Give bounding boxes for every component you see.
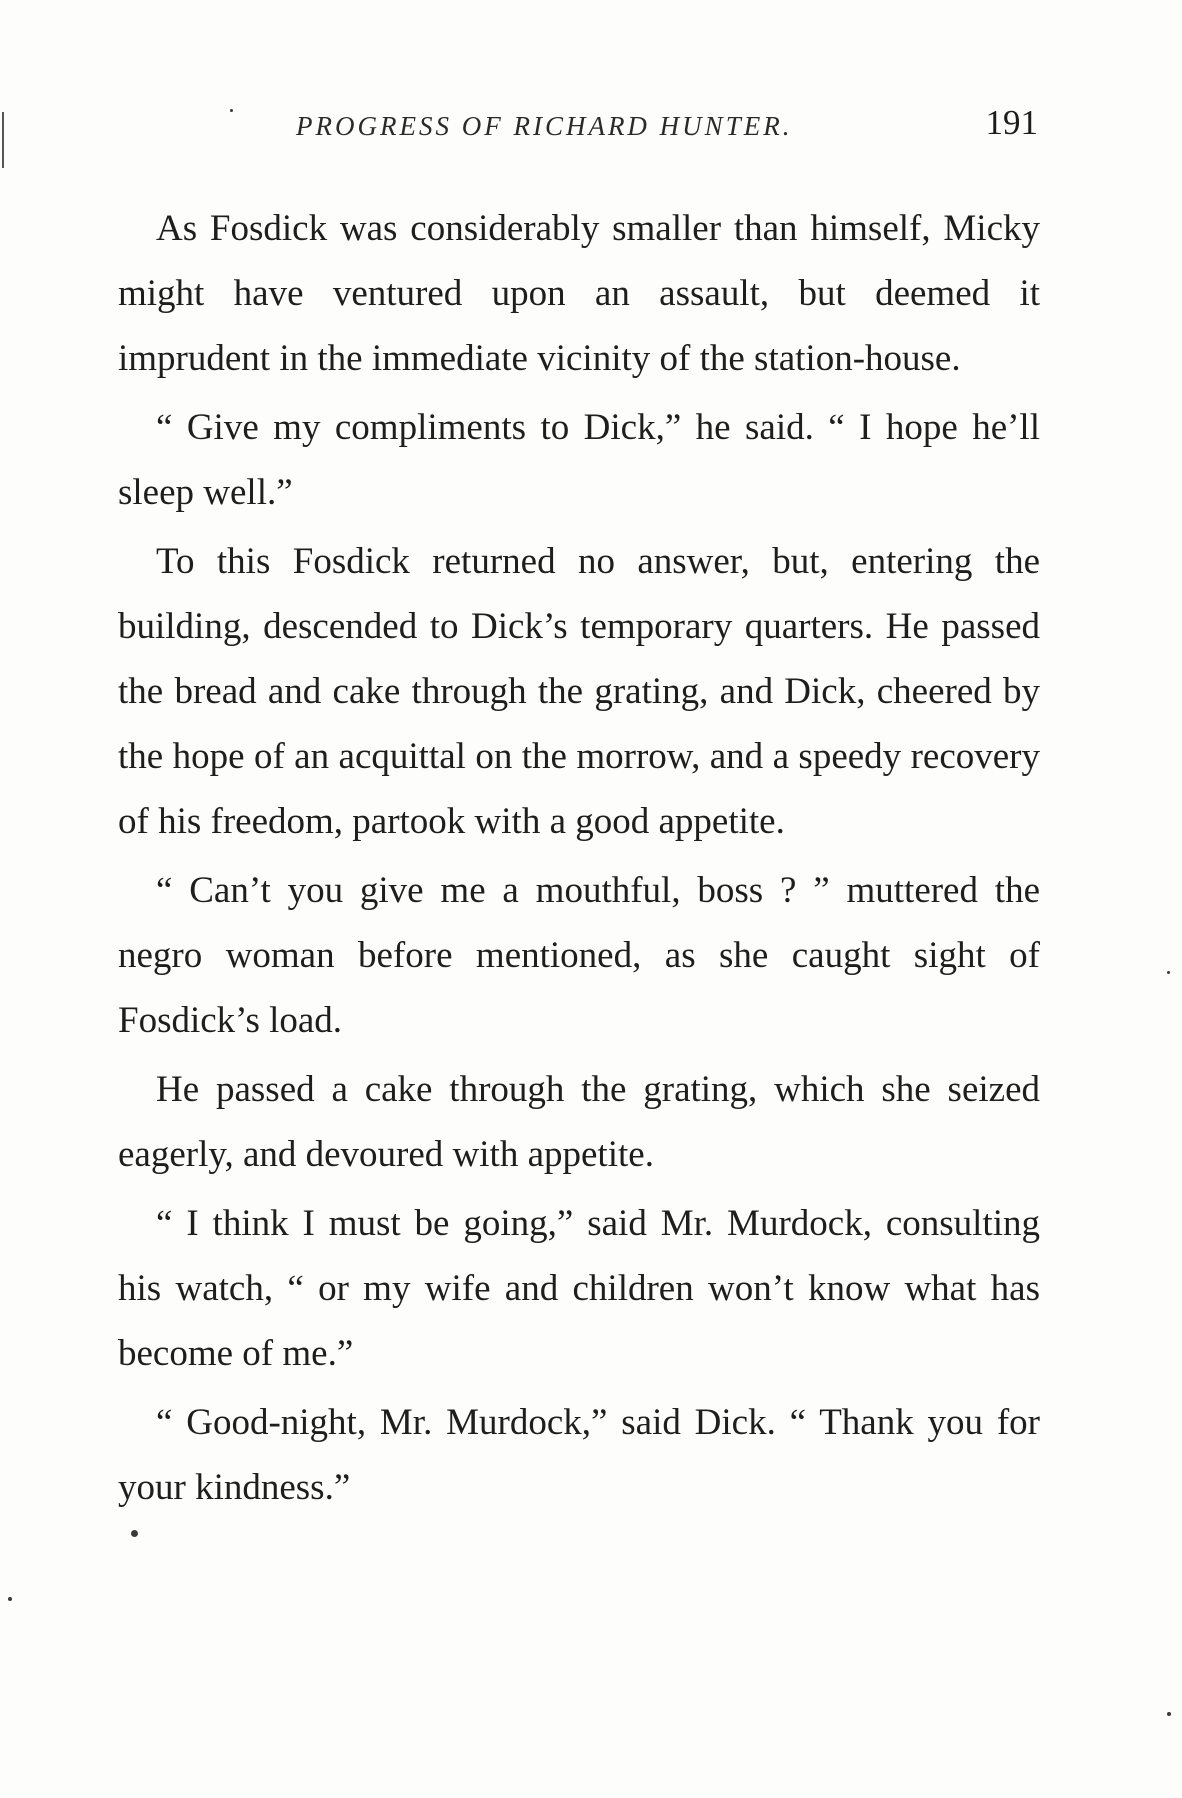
paragraph: “ I think I must be going,” said Mr. Murdock, consulting his watch, “ or my wife and children won’t know what has become of me.” xyxy=(118,1203,1040,1374)
paragraph: He passed a cake through the grating, which she seized eagerly, and devoured with appetite. xyxy=(118,1069,1040,1175)
paragraph: As Fosdick was considerably smaller than himself, Micky might have ventured upon an assault, but deemed it imprudent in the immediate vicinity of the station-house. xyxy=(118,208,1040,379)
print-speck xyxy=(131,1530,138,1537)
print-speck xyxy=(230,109,233,112)
page-edge-mark xyxy=(2,112,4,168)
print-speck xyxy=(8,1597,12,1601)
paragraph: “ Give my compliments to Dick,” he said. “ I hope he’ll sleep well.” xyxy=(118,407,1040,513)
running-head: PROGRESS OF RICHARD HUNTER. xyxy=(296,111,793,141)
print-speck xyxy=(1167,1712,1171,1716)
page-number: 191 xyxy=(985,103,1038,142)
paragraph: To this Fosdick returned no answer, but, entering the building, descended to Dick’s temporary quarters. He passed the bread and cake through the grating, and Dick, cheered by the hope of an acquittal on the morrow, and a speedy recovery of his freedom, partook with a good appetite. xyxy=(118,541,1040,842)
page-header xyxy=(118,103,1038,147)
print-speck xyxy=(1167,971,1170,974)
paragraph: “ Good-night, Mr. Murdock,” said Dick. “ Thank you for your kindness.” xyxy=(118,1402,1040,1508)
body-text xyxy=(118,196,1040,1524)
paragraph: “ Can’t you give me a mouthful, boss ? ” muttered the negro woman before mentioned, as she caught sight of Fosdick’s load. xyxy=(118,870,1040,1041)
